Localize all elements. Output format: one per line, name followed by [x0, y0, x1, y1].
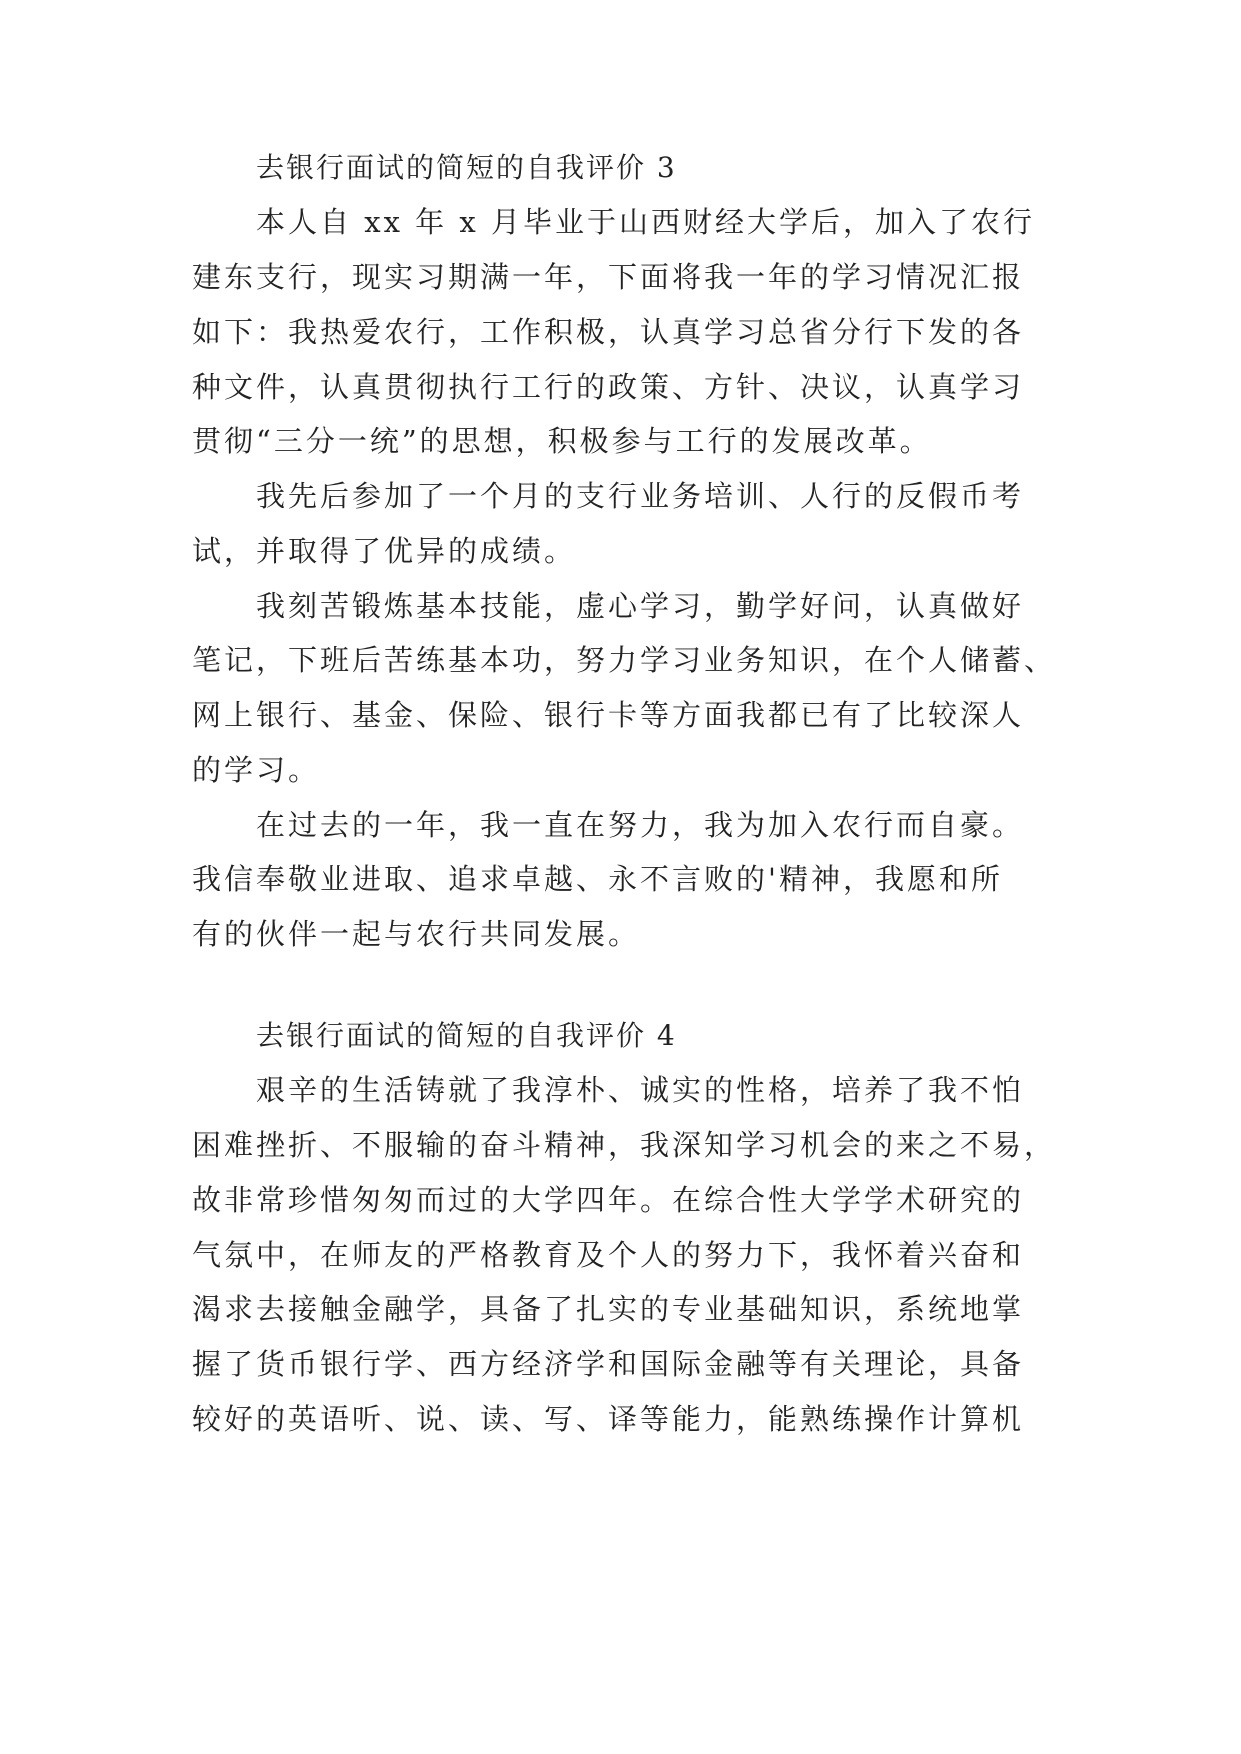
paragraph-line: 在过去的一年，我一直在努力，我为加入农行而自豪。	[256, 808, 1025, 842]
paragraph-line: 气氛中，在师友的严格教育及个人的努力下，我怀着兴奋和	[192, 1238, 1025, 1272]
paragraph-line: 较好的英语听、说、读、写、译等能力，能熟练操作计算机	[192, 1402, 1025, 1436]
paragraph-line: 握了货币银行学、西方经济学和国际金融等有关理论，具备	[192, 1347, 1025, 1381]
paragraph-line: 本人自 xx 年 x 月毕业于山西财经大学后，加入了农行	[256, 205, 1035, 239]
paragraph-line: 故非常珍惜匆匆而过的大学四年。在综合性大学学术研究的	[192, 1183, 1025, 1217]
paragraph-line: 艰辛的生活铸就了我淳朴、诚实的性格，培养了我不怕	[256, 1073, 1025, 1107]
paragraph-line: 我刻苦锻炼基本技能，虚心学习，勤学好问，认真做好	[256, 589, 1025, 623]
paragraph-line: 的学习。	[192, 753, 321, 787]
paragraph-line: 渴求去接触金融学，具备了扎实的专业基础知识，系统地掌	[192, 1292, 1025, 1326]
paragraph-line: 试，并取得了优异的成绩。	[192, 534, 577, 568]
paragraph-line: 贯彻“三分一统”的思想，积极参与工行的发展改革。	[192, 424, 932, 458]
paragraph-line: 有的伙伴一起与农行共同发展。	[192, 917, 641, 951]
paragraph-line: 如下：我热爱农行，工作积极，认真学习总省分行下发的各	[192, 315, 1025, 349]
section-3-title: 去银行面试的简短的自我评价 3	[256, 151, 677, 184]
paragraph-line: 网上银行、基金、保险、银行卡等方面我都已有了比较深人	[192, 698, 1025, 732]
paragraph-line: 我信奉敬业进取、追求卓越、永不言败的'精神，我愿和所	[192, 862, 1003, 896]
paragraph-line: 种文件，认真贯彻执行工行的政策、方针、决议，认真学习	[192, 370, 1025, 404]
paragraph-line: 笔记，下班后苦练基本功，努力学习业务知识，在个人储蓄、	[192, 643, 1057, 677]
section-4-title: 去银行面试的简短的自我评价 4	[256, 1019, 677, 1052]
paragraph-line: 建东支行，现实习期满一年，下面将我一年的学习情况汇报	[192, 260, 1025, 294]
paragraph-line: 我先后参加了一个月的支行业务培训、人行的反假币考	[256, 479, 1025, 513]
paragraph-line: 困难挫折、不服输的奋斗精神，我深知学习机会的来之不易，	[192, 1128, 1057, 1162]
